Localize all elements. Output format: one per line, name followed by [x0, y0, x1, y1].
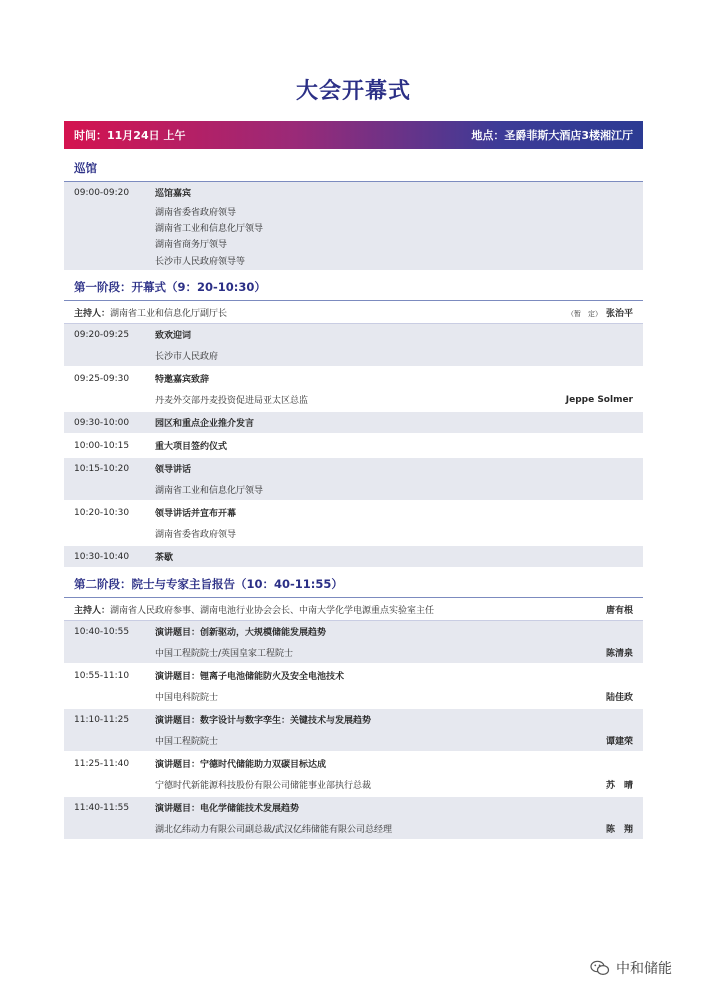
speaker-row [64, 389, 643, 410]
host-title: 湖南省人民政府参事、湖南电池行业协会会长、中南大学化学电源重点实验室主任 [110, 605, 435, 616]
item-time: 10:15-10:20 [74, 463, 130, 474]
item-title: 巡馆嘉宾 [155, 189, 192, 199]
agenda-row [64, 435, 643, 456]
host-right [567, 306, 633, 319]
host-label: 主持人： [74, 605, 111, 616]
agenda-item [64, 709, 643, 753]
speaker-row [64, 686, 643, 707]
agenda-item [64, 665, 643, 709]
agenda-row [64, 412, 643, 433]
item-title: 领导讲话并宣布开幕 [155, 509, 237, 519]
info-banner [64, 121, 643, 149]
section-heading: 第二阶段：院士与专家主旨报告（10：40-11:55） [64, 569, 643, 598]
agenda-item [64, 324, 643, 368]
item-title: 演讲题目：创新驱动，大规模储能发展趋势 [155, 628, 327, 638]
speaker-affiliation: 丹麦外交部丹麦投资促进局亚太区总监 [155, 396, 309, 406]
host-acting-note: （暂 定） [566, 309, 602, 318]
agenda [64, 153, 643, 841]
item-time: 11:40-11:55 [74, 802, 130, 813]
item-title: 领导讲话 [155, 465, 192, 475]
host-right [606, 603, 633, 616]
agenda-item [64, 182, 643, 272]
item-title: 致欢迎词 [155, 331, 192, 341]
speaker-affiliation: 宁德时代新能源科技股份有限公司储能事业部执行总裁 [155, 781, 372, 791]
agenda-row [64, 546, 643, 567]
speaker-row [64, 642, 643, 663]
host-row [64, 301, 643, 324]
speaker-affiliation: 湖南省商务厅领导 [155, 239, 228, 250]
item-time: 09:30-10:00 [74, 417, 130, 428]
speaker-row [64, 774, 643, 795]
speaker-name: 苏 晴 [605, 781, 633, 791]
agenda-item [64, 368, 643, 412]
speaker-affiliation: 湖北亿纬动力有限公司副总裁/武汉亿纬储能有限公司总经理 [155, 825, 393, 835]
speaker-row [64, 730, 643, 751]
speaker-affiliation: 湖南省委省政府领导 [155, 207, 237, 218]
agenda-item [64, 458, 643, 502]
item-title: 特邀嘉宾致辞 [155, 375, 210, 385]
item-title: 重大项目签约仪式 [155, 442, 228, 452]
host-label: 主持人： [74, 308, 111, 319]
item-title: 演讲题目：宁德时代储能助力双碳目标达成 [155, 760, 327, 770]
section-heading: 第一阶段：开幕式（9：20-10:30） [64, 272, 643, 301]
item-time: 10:55-11:10 [74, 670, 130, 681]
speaker-affiliation: 长沙市人民政府领导等 [155, 257, 246, 267]
agenda-row [64, 182, 643, 203]
host-info [74, 306, 227, 319]
page-title: 大会开幕式 [295, 79, 411, 104]
agenda-row [64, 797, 643, 818]
agenda-row [64, 709, 643, 730]
speaker-affiliation: 中国工程院院士/英国皇家工程院士 [155, 649, 294, 659]
host-name: 唐有根 [605, 605, 633, 616]
speaker-name: 陈清泉 [605, 649, 633, 659]
agenda-row [64, 368, 643, 389]
speaker-row [64, 818, 643, 839]
agenda-item [64, 797, 643, 841]
agenda-item [64, 412, 643, 435]
speaker-affiliation: 中国工程院院士 [155, 737, 219, 747]
item-time: 10:30-10:40 [74, 551, 130, 562]
banner-place: 地点：圣爵菲斯大酒店3楼湘江厅 [471, 129, 633, 142]
agenda-item [64, 621, 643, 665]
item-title: 演讲题目：锂离子电池储能防火及安全电池技术 [155, 672, 345, 682]
item-time: 10:20-10:30 [74, 507, 130, 518]
speaker-row [64, 251, 643, 270]
item-title: 演讲题目：数字设计与数字孪生：关键技术与发展趋势 [155, 716, 372, 726]
item-time: 10:00-10:15 [74, 440, 130, 451]
speaker-affiliation: 湖南省委省政府领导 [155, 530, 237, 540]
wechat-icon [590, 960, 610, 976]
speaker-row [64, 523, 643, 544]
agenda-item [64, 546, 643, 569]
agenda-item [64, 753, 643, 797]
item-time: 10:40-10:55 [74, 626, 130, 637]
agenda-row [64, 665, 643, 686]
item-time: 11:10-11:25 [74, 714, 130, 725]
agenda-row [64, 502, 643, 523]
speaker-name: 陆佳政 [605, 693, 633, 703]
speaker-row [64, 203, 643, 219]
section-heading: 巡馆 [64, 153, 643, 182]
host-info [74, 603, 434, 616]
item-title: 园区和重点企业推介发言 [155, 419, 255, 429]
item-time: 09:20-09:25 [74, 329, 130, 340]
agenda-row [64, 753, 643, 774]
host-row [64, 598, 643, 621]
speaker-row [64, 235, 643, 251]
agenda-row [64, 621, 643, 642]
logo-text: 中和储能 [616, 961, 672, 977]
agenda-row [64, 324, 643, 345]
speaker-name: 陈 翔 [605, 825, 633, 835]
speaker-row [64, 219, 643, 235]
item-time: 09:00-09:20 [74, 187, 130, 198]
item-title: 演讲题目：电化学储能技术发展趋势 [155, 804, 300, 814]
agenda-item [64, 502, 643, 546]
speaker-affiliation: 长沙市人民政府 [155, 352, 219, 362]
item-title: 茶歇 [155, 553, 174, 563]
speaker-affiliation: 湖南省工业和信息化厅领导 [155, 486, 264, 496]
speaker-row [64, 345, 643, 366]
agenda-item [64, 435, 643, 458]
host-name: 张治平 [605, 308, 633, 319]
host-title: 湖南省工业和信息化厅副厅长 [110, 308, 228, 319]
item-time: 09:25-09:30 [74, 373, 130, 384]
item-time: 11:25-11:40 [74, 758, 130, 769]
speaker-name: 谭建荣 [605, 737, 633, 747]
account-logo [590, 958, 672, 978]
speaker-row [64, 479, 643, 500]
speaker-name: Jeppe Solmer [565, 394, 633, 405]
speaker-affiliation: 中国电科院院士 [155, 693, 219, 703]
banner-time: 时间：11月24日 上午 [74, 129, 186, 142]
agenda-row [64, 458, 643, 479]
speaker-affiliation: 湖南省工业和信息化厅领导 [155, 223, 264, 234]
